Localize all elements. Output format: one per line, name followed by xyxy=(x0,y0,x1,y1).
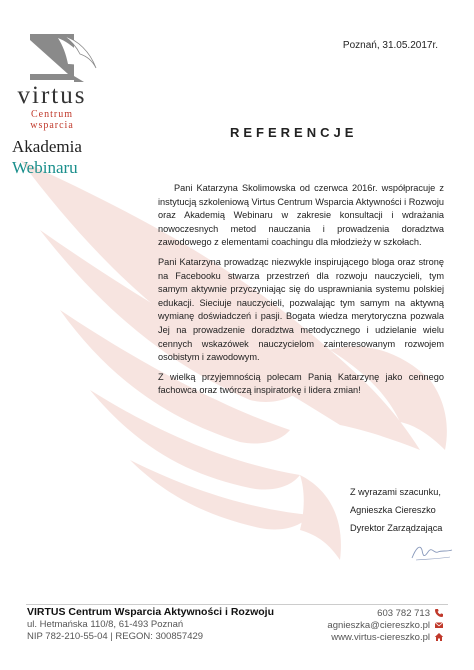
paragraph-1: Pani Katarzyna Skolimowska od czerwca 2016r. współpracuje z instytucją szkoleniową Virtus Centrum Wsparcia Aktywności i Rozwoju oraz Akademią Webinaru w zakresie konsultacji i wdrażania nowoczesnych metod nauczania i prowadzenia doradztwa zawodowego z elementami coachingu dla młodzieży w szkołach. xyxy=(158,183,444,248)
letter-title: REFERENCJE xyxy=(230,125,358,140)
footer-email[interactable]: agnieszka@ciereszko.pl xyxy=(327,620,430,631)
closing-block xyxy=(350,483,442,537)
footer-website[interactable]: www.virtus-ciereszko.pl xyxy=(331,632,430,643)
footer-registry: NIP 782-210-55-04 | REGON: 300857429 xyxy=(27,630,204,642)
home-icon xyxy=(434,632,444,642)
phone-icon xyxy=(434,608,444,618)
akademia-webinaru-logo xyxy=(12,136,82,178)
footer-phone: 603 782 713 xyxy=(377,608,430,619)
letter-body xyxy=(158,182,444,404)
email-icon xyxy=(434,620,444,630)
handwritten-signature xyxy=(410,540,454,564)
closing-salutation: Z wyrazami szacunku, xyxy=(350,487,441,497)
brand-subtitle: Centrum wsparcia xyxy=(30,109,74,131)
signer-name: Agnieszka Ciereszko xyxy=(350,505,436,515)
footer-divider xyxy=(26,604,448,605)
paragraph-2: Pani Katarzyna prowadząc niezwykle inspirującego bloga oraz stronę na Facebooku stwarza przestrzeń dla rozwoju nauczycieli, tym samym aktywnie przyczyniając się do usprawniania systemu polskiej edukacji. Sieciuje nauczycieli, pozwalając tym samym na aktywną wymianę doświadczeń i pasji. Bogata wiedza merytoryczna pozwala Jej na prowadzenie doradztwa metodycznego i udzielanie wielu cennych wskazówek nauczycielom zainteresowanym rozwojem osobistym i zawodowym. xyxy=(158,256,444,363)
akademia-line1: Akademia xyxy=(12,137,82,156)
letter-date: Poznań, 31.05.2017r. xyxy=(342,40,438,51)
footer-company-info xyxy=(27,606,274,642)
footer-icons xyxy=(434,608,446,644)
footer-contact-info xyxy=(327,608,430,644)
footer-address: ul. Hetmańska 110/8, 61-493 Poznań xyxy=(27,619,184,630)
footer-org-name: VIRTUS Centrum Wsparcia Aktywności i Rozwoju xyxy=(27,606,274,618)
brand-name: virtus xyxy=(17,82,87,109)
paragraph-3: Z wielką przyjemnością polecam Panią Katarzynę jako cennego fachowca oraz twórczą inspiratorkę i lidera zmian! xyxy=(158,371,444,396)
brand-block xyxy=(10,84,94,131)
signer-title: Dyrektor Zarządzająca xyxy=(350,523,443,533)
akademia-line2: Webinaru xyxy=(12,158,78,177)
